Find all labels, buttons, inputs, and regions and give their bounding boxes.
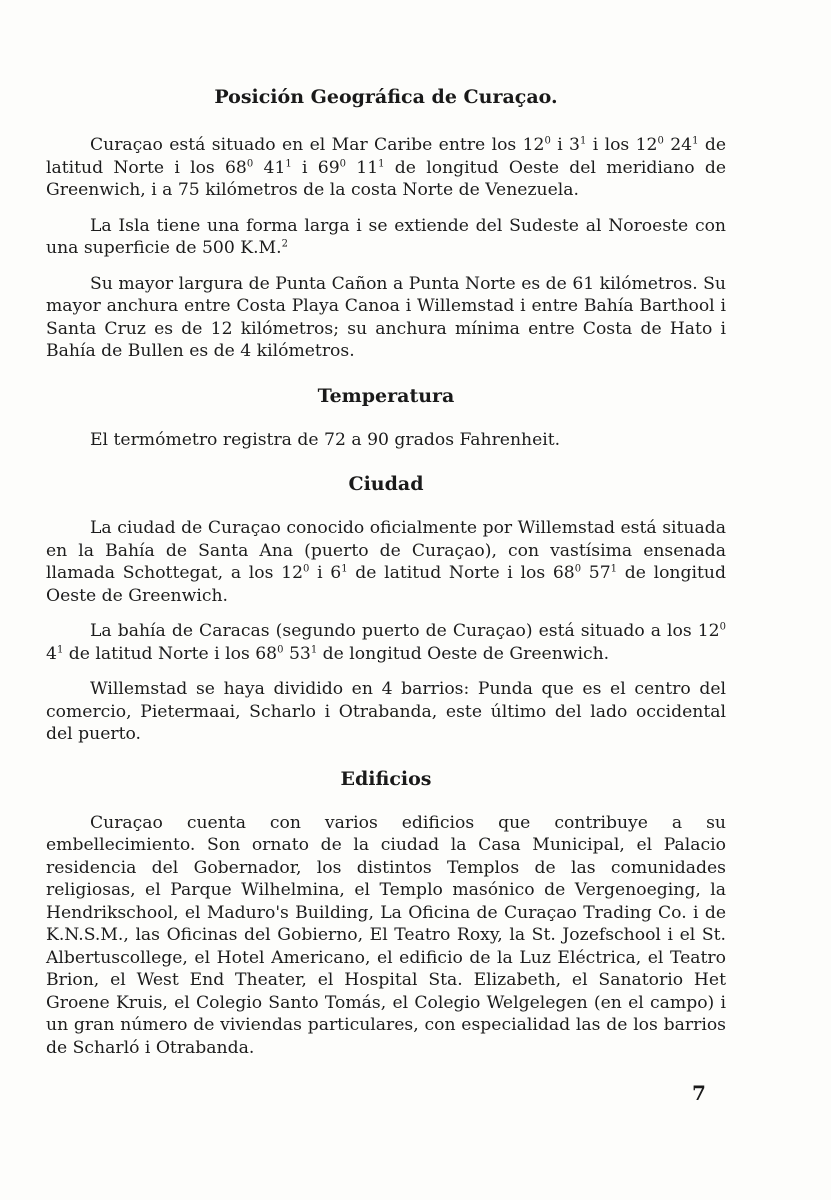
paragraph-ubicacion: Curaçao está situado en el Mar Caribe entre los $12^0$ i $3^1$ i los $12^0$ $24^1$ de latitud Norte i los $68^0$ $41^1$ i $69^0$ $11^1$ de longitud Oeste del meridiano de Greenwich, i a 75 kilómetros de la costa Norte de Venezuela. [46, 135, 727, 200]
paragraph-bahia-caracas: La bahía de Caracas (segundo puerto de Curaçao) está situado a los $12^0$ $4^1$ de latitud Norte i los $68^0$ $53^1$ de longitud Oeste de Greenwich. [46, 621, 726, 664]
section-title-geografia: Posición Geográfica de Curaçao. [214, 86, 558, 108]
page-number: 7 [692, 1081, 706, 1105]
section-title-temperatura: Temperatura [317, 384, 455, 407]
paragraph-temperatura: El termómetro registra de 72 a 90 grados Fahrenheit. [90, 429, 561, 450]
paragraph-superficie: La Isla tiene una forma larga i se extiende del Sudeste al Noroeste con una superficie de 500 K.M.$^2$ [46, 215, 726, 258]
paragraph-edificios: Curaçao cuenta con varios edificios que contribuye a su embellecimiento. Son ornato de la ciudad la Casa Municipal, el Palacio residencia del Gobernador, los distintos Templos de las comunidades religiosas, el Parque Wilhelmina, el Templo masónico de Vergenoeging, la Hendrikschool, el Maduro's Building, La Oficina de Curaçao Trading Co. i de K.N.S.M., las Oficinas del Gobierno, El Teatro Roxy, la St. Jozefschool i el St. Albertuscollege, el Hotel Americano, el edificio de la Luz Eléctrica, el Teatro Brion, el West End Theater, el Hospital Sta. Elizabeth, el Sanatorio Het Groene Kruis, el Colegio Santo Tomás, el Colegio Welgelegen (en el campo) i un gran número de viviendas particulares, con especialidad las de los barrios de Scharló i Otrabanda. [46, 812, 726, 1058]
section-title-ciudad: Ciudad [348, 473, 424, 495]
paragraph-barrios: Willemstad se haya dividido en 4 barrios: Punda que es el centro del comercio, Pietermaai, Scharlo i Otrabanda, este último del lado occidental del puerto. [46, 679, 726, 744]
paragraph-dimensiones: Su mayor largura de Punta Cañon a Punta Norte es de 61 kilómetros. Su mayor anchura entre Costa Playa Canoa i Willemstad i entre Bahía Barthool i Santa Cruz es de 12 kilómetros; su anchura mínima entre Costa de Hato i Bahía de Bullen es de 4 kilómetros. [46, 273, 726, 361]
document-page [46, 84, 726, 1059]
paragraph-ciudad: La ciudad de Curaçao conocido oficialmente por Willemstad está situada en la Bahía de Santa Ana (puerto de Curaçao), con vastísima ensenada llamada Schottegat, a los $12^0$ i $6^1$ de latitud Norte i los $68^0$ $57^1$ de longitud Oeste de Greenwich. [46, 518, 726, 606]
section-title-edificios: Edificios [340, 767, 432, 790]
